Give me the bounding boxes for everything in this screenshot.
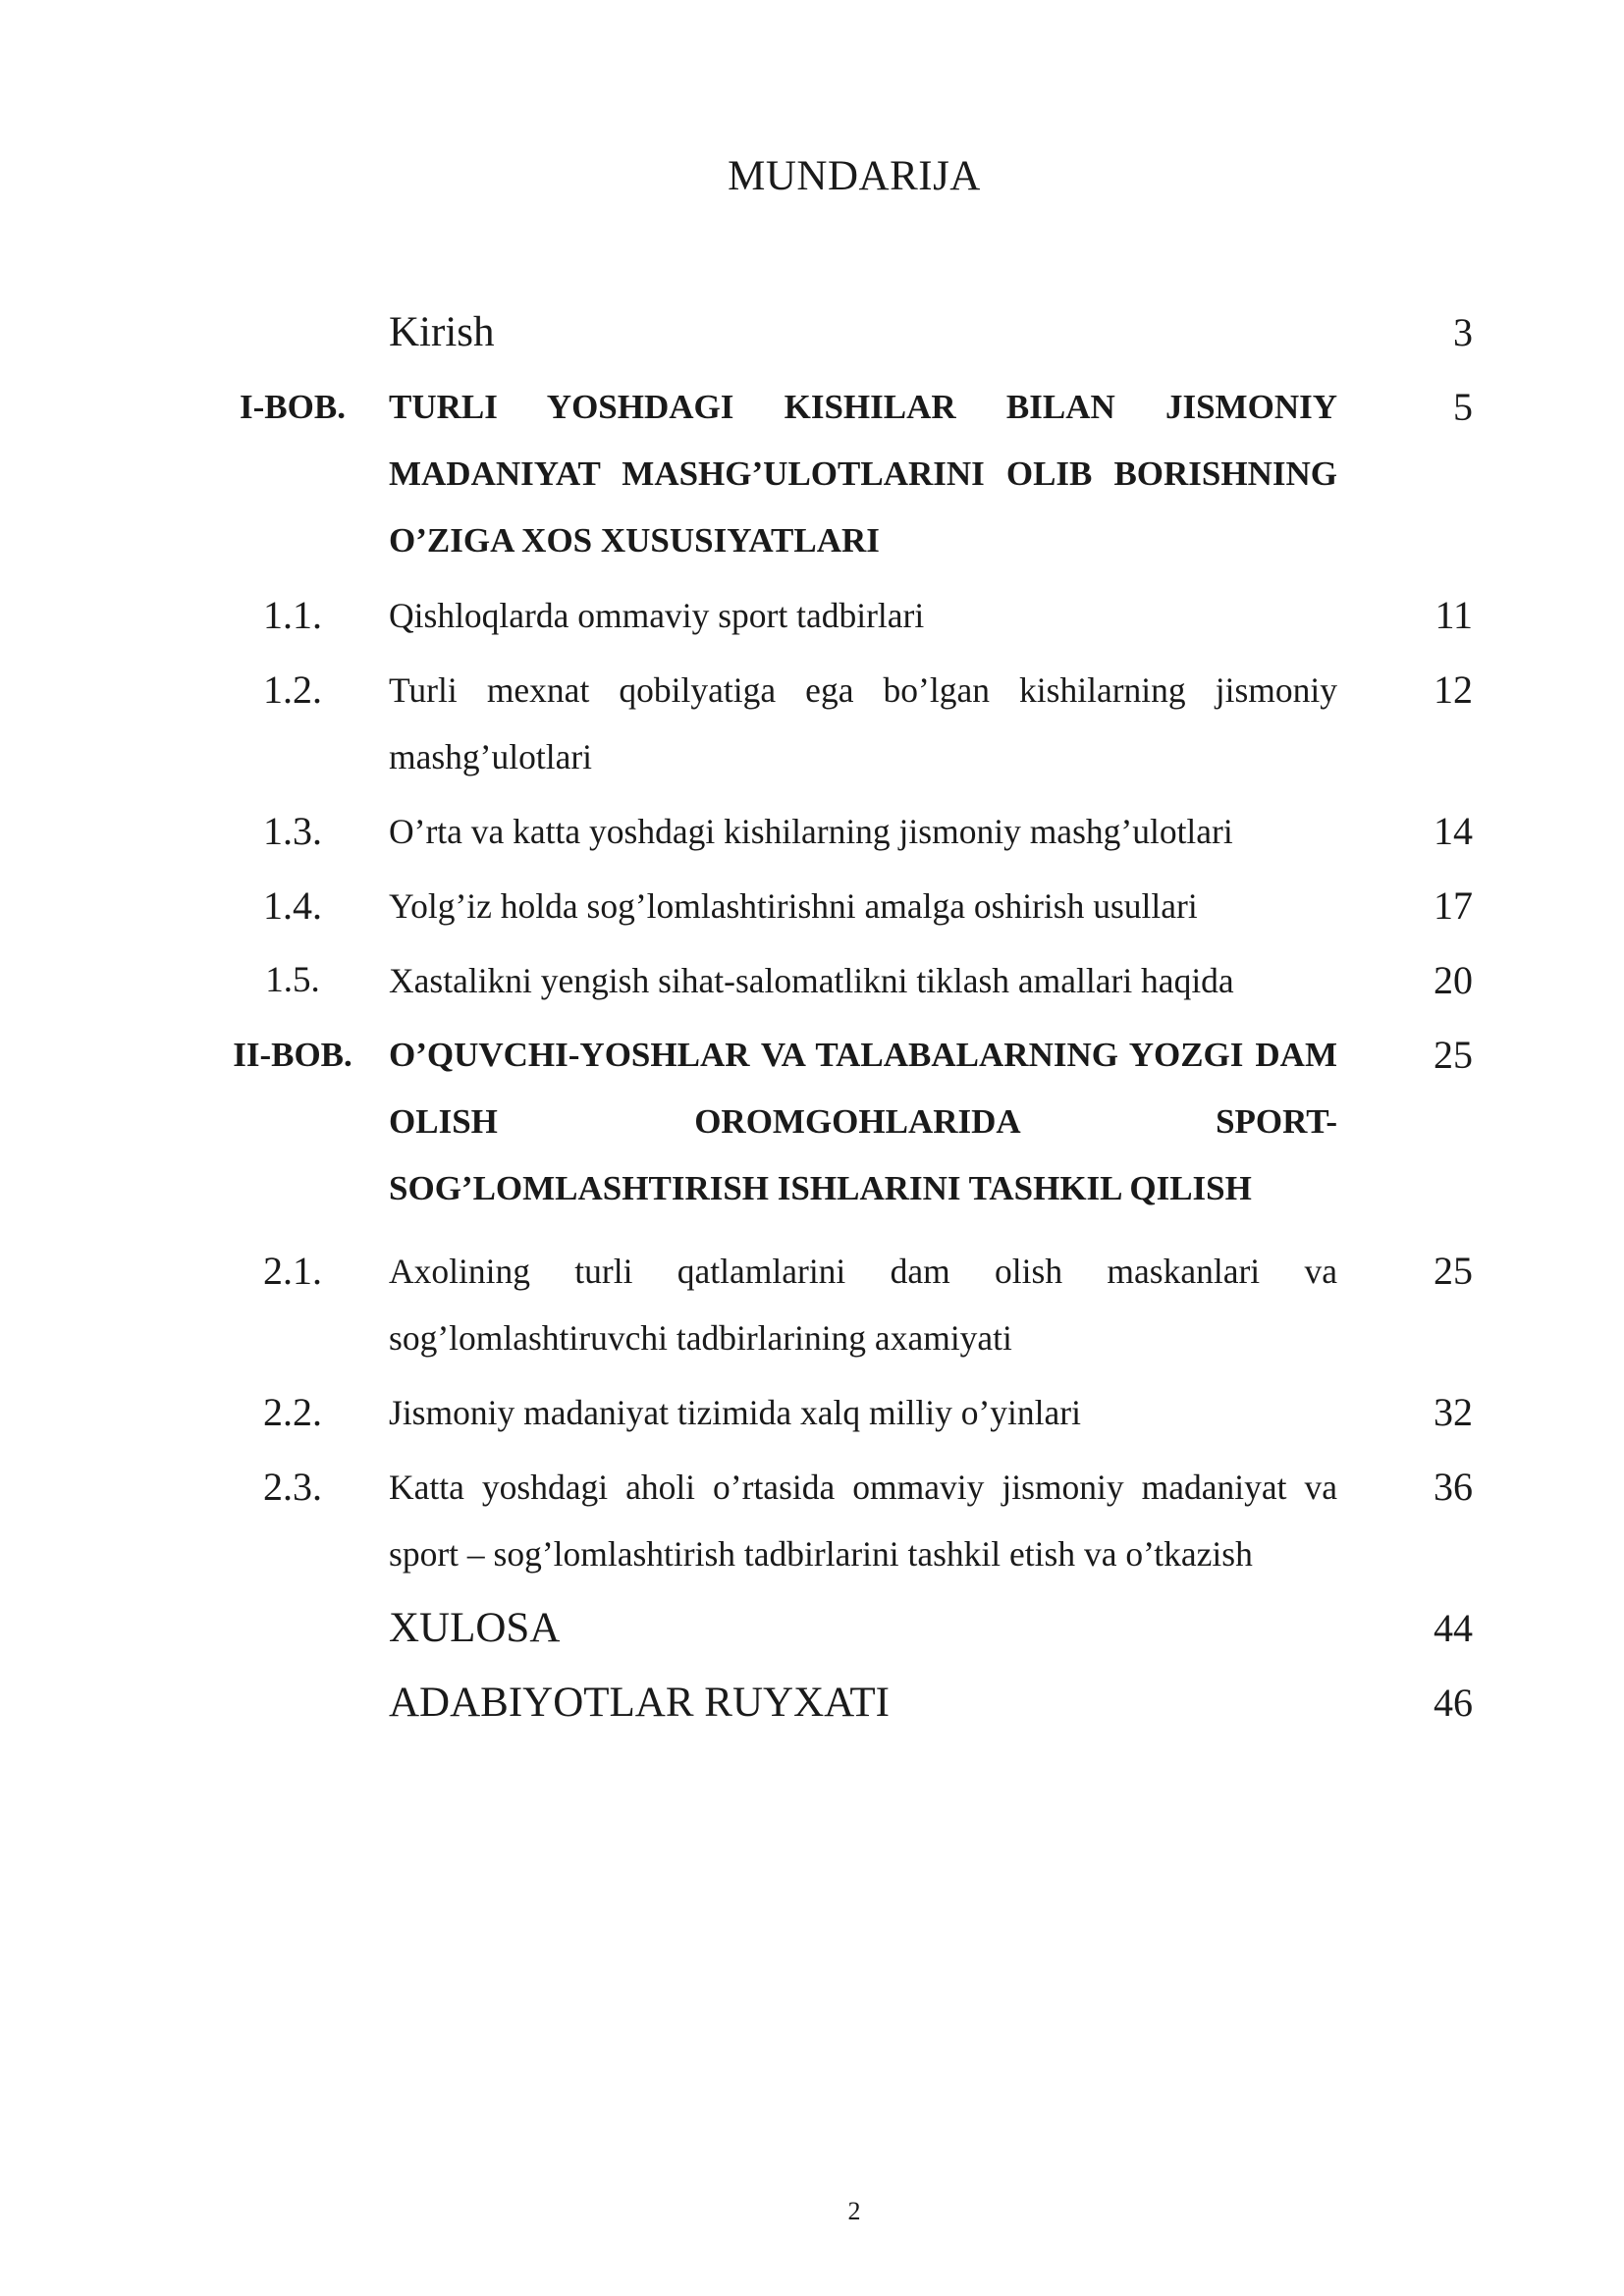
toc-entry-page: 11 [1435,593,1473,637]
toc-entry-page: 25 [1434,1249,1473,1293]
toc-entry-number: I-BOB. [240,388,346,426]
toc-entry-title: XULOSA [389,1605,561,1651]
toc-section-1-1[interactable] [196,582,1473,649]
toc-entry-number: 1.3. [263,809,322,853]
toc-section-1-3[interactable] [196,798,1473,865]
toc-entry-title: O’QUVCHI-YOSHLAR VA TALABALARNING YOZGI DAM OLISH OROMGOHLARIDA SPORT-SOG’LOMLASHTIRISH ISHLARINI TASHKIL QILISH [389,1036,1337,1207]
toc-entry-number: 2.1. [263,1249,322,1293]
toc-chapter-1[interactable] [196,374,1473,574]
toc-entry-number: 2.3. [263,1465,322,1509]
toc-entry-title: Turli mexnat qobilyatiga ega bo’lgan kishilarning jismoniy mashg’ulotlari [389,670,1337,776]
toc-entry-page: 32 [1434,1390,1473,1434]
toc-entry-number: 1.5. [265,960,320,1000]
toc-entry-title: Katta yoshdagi aholi o’rtasida ommaviy jismoniy madaniyat va sport – sog’lomlashtirish tadbirlarini tashkil etish va o’tkazish [389,1468,1337,1574]
toc-section-2-2[interactable] [196,1379,1473,1446]
toc-entry-page: 3 [1453,310,1473,354]
toc-entry-xulosa[interactable] [196,1595,1473,1662]
toc-entry-title: Jismoniy madaniyat tizimida xalq milliy o’yinlari [389,1393,1081,1432]
toc-entry-title: Kirish [389,309,495,355]
toc-entry-adabiyotlar[interactable] [196,1670,1473,1736]
toc-entry-title: TURLI YOSHDAGI KISHILAR BILAN JISMONIY MADANIYAT MASHG’ULOTLARINI OLIB BORISHNING O’ZIGA XOS XUSUSIYATLARI [389,388,1337,560]
toc-entry-page: 36 [1434,1465,1473,1509]
toc-chapter-2[interactable] [196,1022,1473,1222]
toc-section-1-2[interactable] [196,657,1473,790]
toc-entry-page: 5 [1453,385,1473,429]
page-title: MUNDARIJA [728,153,981,199]
toc-entry-number: 1.2. [263,667,322,712]
toc-entry-number: 2.2. [263,1390,322,1434]
toc-entry-page: 12 [1434,667,1473,712]
footer-page-number: 2 [847,2197,861,2225]
toc-entry-kirish[interactable] [196,299,1473,366]
toc-entry-title: ADABIYOTLAR RUYXATI [389,1680,890,1726]
toc-entry-title: Yolg’iz holda sog’lomlashtirishni amalga oshirish usullari [389,886,1198,926]
toc-entry-title: O’rta va katta yoshdagi kishilarning jismoniy mashg’ulotlari [389,812,1233,851]
toc-section-2-1[interactable] [196,1238,1473,1371]
toc-section-2-3[interactable] [196,1454,1473,1587]
toc-entry-number: 1.4. [263,883,322,928]
toc-entry-page: 14 [1434,809,1473,853]
toc-entry-page: 20 [1434,958,1473,1002]
toc-entry-number: II-BOB. [233,1036,352,1074]
toc-entry-page: 44 [1434,1606,1473,1650]
toc-section-1-5[interactable] [196,947,1473,1014]
toc-entry-page: 46 [1434,1681,1473,1725]
toc-entry-page: 17 [1434,883,1473,928]
table-of-contents [196,299,1473,1744]
toc-entry-title: Axolining turli qatlamlarini dam olish maskanlari va sog’lomlashtiruvchi tadbirlarining axamiyati [389,1252,1337,1358]
toc-entry-number: 1.1. [263,593,322,637]
toc-entry-title: Xastalikni yengish sihat-salomatlikni tiklash amallari haqida [389,961,1234,1000]
toc-entry-title: Qishloqlarda ommaviy sport tadbirlari [389,596,925,635]
toc-section-1-4[interactable] [196,873,1473,939]
toc-entry-page: 25 [1434,1033,1473,1077]
